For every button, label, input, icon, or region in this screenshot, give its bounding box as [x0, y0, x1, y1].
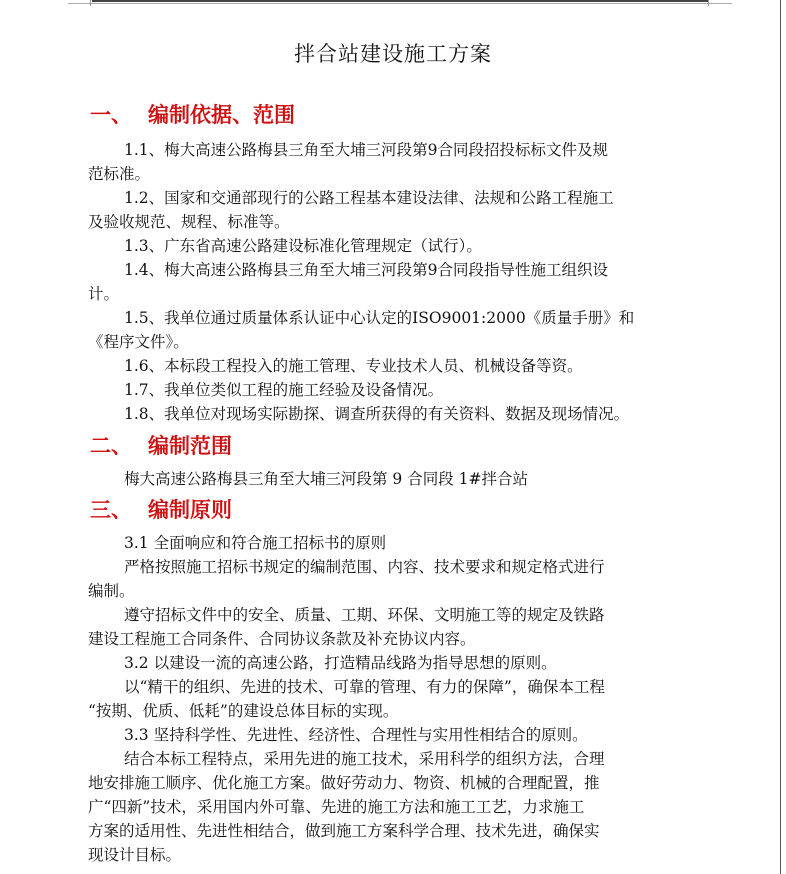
body-line: “按期、优质、低耗”的建设总体目标的实现。 [88, 702, 399, 720]
section-heading-2 [90, 430, 232, 460]
body-line: 范标准。 [88, 165, 151, 183]
body-line: 《程序文件》。 [88, 333, 189, 351]
body-line: 及验收规范、规程、标准等。 [88, 213, 290, 231]
corner-mark-right [708, 0, 709, 6]
body-line: 现设计目标。 [88, 846, 182, 864]
body-line: 遵守招标文件中的安全、质量、工期、环保、文明施工等的规定及铁路 [124, 606, 605, 624]
body-line: 3.2 以建设一流的高速公路，打造精品线路为指导思想的原则。 [124, 654, 557, 672]
section-number-1: 一、 [90, 103, 132, 127]
body-line: 编制。 [88, 582, 135, 600]
body-line: 方案的适用性、先进性相结合，做到施工方案科学合理、技术先进，确保实 [88, 822, 600, 840]
section-title-3: 编制原则 [148, 498, 232, 522]
section-heading-1 [90, 99, 295, 129]
body-line: 1.5、我单位通过质量体系认证中心认定的ISO9001:2000《质量手册》和 [124, 309, 635, 327]
body-line: 地安排施工顺序、优化施工方案。做好劳动力、物资、机械的合理配置，推 [88, 774, 600, 792]
body-line: 3.3 坚持科学性、先进性、经济性、合理性与实用性相结合的原则。 [124, 726, 588, 744]
section-title-1: 编制依据、范围 [148, 103, 295, 127]
body-line: 3.1 全面响应和符合施工招标书的原则 [124, 534, 387, 552]
section-number-2: 二、 [90, 434, 132, 458]
page-header-rule-thick [92, 0, 708, 2]
body-line: 梅大高速公路梅县三角至大埔三河段第 9 合同段 1#拌合站 [124, 470, 528, 488]
body-line: 1.8、我单位对现场实际勘探、调查所获得的有关资料、数据及现场情况。 [124, 405, 630, 423]
body-line: 1.1、梅大高速公路梅县三角至大埔三河段第9合同段招投标标文件及规 [124, 141, 609, 159]
body-line: 1.6、本标段工程投入的施工管理、专业技术人员、机械设备等资。 [124, 357, 583, 375]
document-title: 拌合站建设施工方案 [294, 42, 492, 66]
body-line: 1.3、广东省高速公路建设标准化管理规定（试行）。 [124, 237, 482, 255]
body-line: 结合本标工程特点，采用先进的施工技术，采用科学的组织方法，合理 [124, 750, 605, 768]
section-number-3: 三、 [90, 498, 132, 522]
body-line: 以“精干的组织、先进的技术、可靠的管理、有力的保障”，确保本工程 [124, 678, 605, 696]
section-title-2: 编制范围 [148, 434, 232, 458]
body-line: 1.2、国家和交通部现行的公路工程基本建设法律、法规和公路工程施工 [124, 189, 614, 207]
page-header-rule [68, 3, 732, 4]
body-line: 1.7、我单位类似工程的施工经验及设备情况。 [124, 381, 444, 399]
body-line: 1.4、梅大高速公路梅县三角至大埔三河段第9合同段指导性施工组织设 [124, 261, 609, 279]
page-edge-rule [780, 0, 781, 874]
body-line: 广“四新”技术，采用国内外可靠、先进的施工方法和施工工艺，力求施工 [88, 798, 585, 816]
corner-mark-left [90, 0, 91, 6]
section-heading-3 [90, 494, 232, 524]
body-line: 建设工程施工合同条件、合同协议条款及补充协议内容。 [88, 630, 476, 648]
body-line: 计。 [88, 285, 120, 303]
body-line: 严格按照施工招标书规定的编制范围、内容、技术要求和规定格式进行 [124, 558, 605, 576]
